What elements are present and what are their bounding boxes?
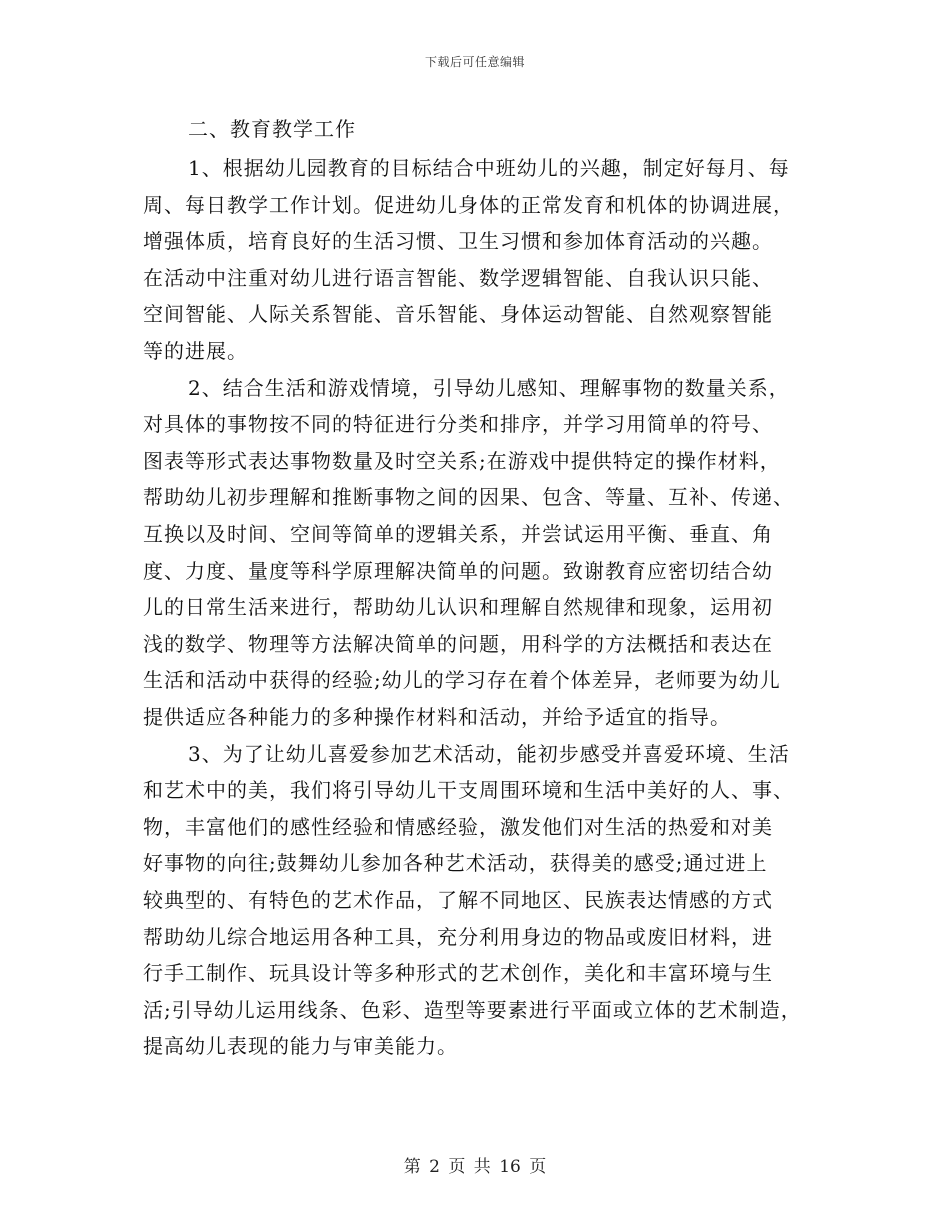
body-text-line: 较典型的、有特色的艺术作品，了解不同地区、民族表达情感的方式 <box>143 888 773 912</box>
body-text-line: 1、根据幼儿园教育的目标结合中班幼儿的兴趣，制定好每月、每 <box>188 156 790 180</box>
body-text-line: 行手工制作、玩具设计等多种形式的艺术创作，美化和丰富环境与生 <box>143 961 773 986</box>
body-text-line: 和艺术中的美，我们将引导幼儿干支周围环境和生活中美好的人、事、 <box>143 778 794 803</box>
body-text-line: 浅的数学、物理等方法解决简单的问题，用科学的方法概括和表达在 <box>143 631 773 656</box>
section-title: 二、教育教学工作 <box>188 117 356 141</box>
body-text-line: 物，丰富他们的感性经验和情感经验，激发他们对生活的热爱和对美 <box>143 814 773 839</box>
body-text-line: 活;引导幼儿运用线条、色彩、造型等要素进行平面或立体的艺术制造， <box>143 997 802 1022</box>
body-text-line: 好事物的向往;鼓舞幼儿参加各种艺术活动，获得美的感受;通过进上 <box>143 851 768 876</box>
body-text-line: 儿的日常生活来进行，帮助幼儿认识和理解自然规律和现象，运用初 <box>143 595 773 620</box>
body-text-line: 帮助幼儿初步理解和推断事物之间的因果、包含、等量、互补、传递、 <box>143 485 794 510</box>
page-header: 下载后可任意编辑 <box>424 55 525 69</box>
body-text-line: 空间智能、人际关系智能、音乐智能、身体运动智能、自然观察智能 <box>143 302 773 327</box>
body-text-line: 帮助幼儿综合地运用各种工具，充分利用身边的物品或废旧材料，进 <box>143 924 773 949</box>
body-text-line: 对具体的事物按不同的特征进行分类和排序，并学习用简单的符号、 <box>143 412 773 437</box>
body-text-line: 互换以及时间、空间等简单的逻辑关系，并尝试运用平衡、垂直、角 <box>143 522 773 546</box>
body-text-line: 图表等形式表达事物数量及时空关系;在游戏中提供特定的操作材料， <box>143 448 781 473</box>
body-text-line: 2、结合生活和游戏情境，引导幼儿感知、理解事物的数量关系， <box>188 375 790 400</box>
body-text-line: 生活和活动中获得的经验;幼儿的学习存在着个体差异，老师要为幼儿 <box>143 668 781 693</box>
body-text-line: 度、力度、量度等科学原理解决简单的问题。致谢教育应密切结合幼 <box>143 558 773 583</box>
page-footer: 第 2 页 共 16 页 <box>403 1157 547 1177</box>
body-text-line: 周、每日教学工作计划。促进幼儿身体的正常发育和机体的协调进展， <box>143 192 794 217</box>
body-text-line: 提供适应各种能力的多种操作材料和活动，并给予适宜的指导。 <box>143 705 731 729</box>
body-text-line: 提高幼儿表现的能力与审美能力。 <box>143 1034 458 1059</box>
body-text-line: 增强体质，培育良好的生活习惯、卫生习惯和参加体育活动的兴趣。 <box>143 229 773 254</box>
body-text-line: 在活动中注重对幼儿进行语言智能、数学逻辑智能、自我认识只能、 <box>143 265 773 290</box>
body-text-line: 3、为了让幼儿喜爱参加艺术活动，能初步感受并喜爱环境、生活 <box>188 741 790 766</box>
body-text-line: 等的进展。 <box>143 339 248 363</box>
